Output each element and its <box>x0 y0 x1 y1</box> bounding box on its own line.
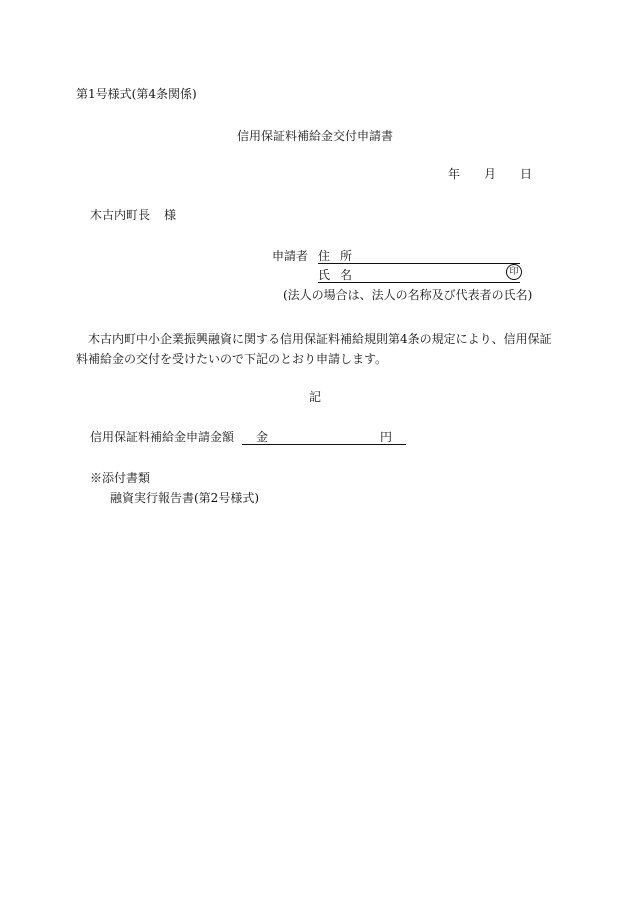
name-label: 氏名 <box>318 268 363 282</box>
document-title: 信用保証料補給金交付申請書 <box>236 129 393 143</box>
date-day: 日 <box>520 167 533 181</box>
name-field-line <box>318 282 520 283</box>
attachments-heading: ※添付書類 <box>90 471 151 485</box>
date-year: 年 <box>448 167 461 181</box>
applicant-label: 申請者 <box>272 249 309 263</box>
addressee-name: 木古内町長 <box>90 208 151 222</box>
date-row <box>448 167 532 181</box>
addressee-honorific: 様 <box>164 208 177 222</box>
body-text: 木古内町中小企業振興融資に関する信用保証料補給規則第4条の規定により、信用保証料補給金の交付を受けたいので下記のとおり申請します。 <box>76 332 552 366</box>
ki-heading: 記 <box>308 390 321 404</box>
amount-suffix: 円 <box>379 430 392 444</box>
address-label: 住所 <box>318 249 363 263</box>
attachment-item: 融資実行報告書(第2号様式) <box>110 491 259 505</box>
amount-prefix: 金 <box>256 430 269 444</box>
form-number: 第1号様式(第4条関係) <box>76 87 197 101</box>
seal-icon: 印 <box>506 264 522 280</box>
amount-label: 信用保証料補給金申請金額 <box>90 430 235 444</box>
address-field-line <box>318 263 520 264</box>
amount-field <box>242 430 406 445</box>
corporate-note: (法人の場合は、法人の名称及び代表者の氏名) <box>283 288 533 302</box>
date-month: 月 <box>484 167 497 181</box>
addressee <box>90 208 176 222</box>
